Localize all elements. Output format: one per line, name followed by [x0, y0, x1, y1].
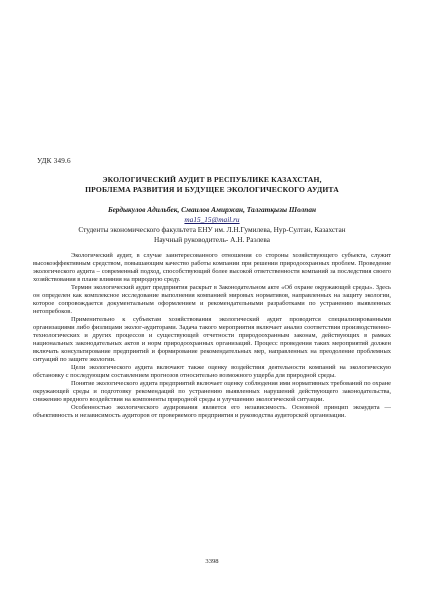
title-line-2: ПРОБЛЕМА РАЗВИТИЯ И БУДУЩЕЕ ЭКОЛОГИЧЕСКОГО АУДИТА	[85, 185, 339, 194]
udk-code: УДК 349.6	[37, 157, 71, 165]
paragraph: Понятие экологического аудита предприятий включает оценку соблюдения ими нормативных требований по охране окружающей среды и подготовку рекомендаций по устранению выявленных нарушений действующего законодательства, снижению вредного воздействия на компоненты природной среды и улучшению экологической ситуации.	[33, 379, 391, 403]
paragraph: Особенностью экологического аудирования является его независимость. Основной принцип экоаудита — объективность и независимость аудиторов от проверяемого предприятия и руководства аудиторской организации.	[33, 403, 391, 419]
paragraph: Применительно к субъектам хозяйствования экологический аудит проводится специализированными организациями либо физлицами эколог-аудиторами. Задача такого мероприятия включает анализ соответствия производственно-технологических и других процессов и существующей отчетности природоохранным законам, действующих в рамках национальных законодательных актов и норм природоохранных организаций. Процесс проведения таких мероприятий должен включать консультирование предприятий и формирование рекомендательных мер, направленных на преодоление проблемных ситуаций по защите экологии.	[33, 315, 391, 363]
author-email-link[interactable]: ma15_15@mail.ru	[184, 215, 240, 224]
scientific-supervisor: Научный руководитель- А.Н. Раэлева	[154, 235, 270, 244]
article-body	[33, 252, 391, 420]
paragraph: Цели экологического аудита включают также оценку воздействия деятельности компаний на экологическую обстановку с последующим составлением прогнозов относительно возможного ущерба для природной среды.	[33, 363, 391, 379]
author-affiliation: Студенты экономического факультета ЕНУ им. Л.Н.Гумилева, Нур-Султан, Казахстан	[78, 225, 346, 234]
authors-block	[20, 205, 404, 245]
paragraph: Экологический аудит, в случае заинтересованного отношения со стороны хозяйствующего субъекта, служит высокоэффективным средством, повышающим качество работы компании при решении природоохранных проблем. Проведение экологического аудита – современный подход, способствующий более высокой ответственности компаний за последствия своего хозяйствования в плане влияния на природную среду.	[33, 252, 391, 283]
article-title	[20, 175, 404, 195]
paragraph: Термин экологический аудит предприятия раскрыт в Законодательном акте «Об охране окружающей среды». Здесь он определен как комплексное исследование выполнения компанией мировых нормативов, направленных на защиту экологии, которое сопровождается документальным оформлением и рекомендательными разработками по устранению выявленных нетопребоков.	[33, 283, 391, 315]
page-number: 3398	[205, 558, 219, 565]
title-line-1: ЭКОЛОГИЧЕСКИЙ АУДИТ В РЕСПУБЛИКЕ КАЗАХСТАН,	[102, 175, 322, 184]
author-names: Бердыкулов Адильбек, Смаилов Амиржан, Талгатқызы Шолпан	[107, 205, 317, 214]
